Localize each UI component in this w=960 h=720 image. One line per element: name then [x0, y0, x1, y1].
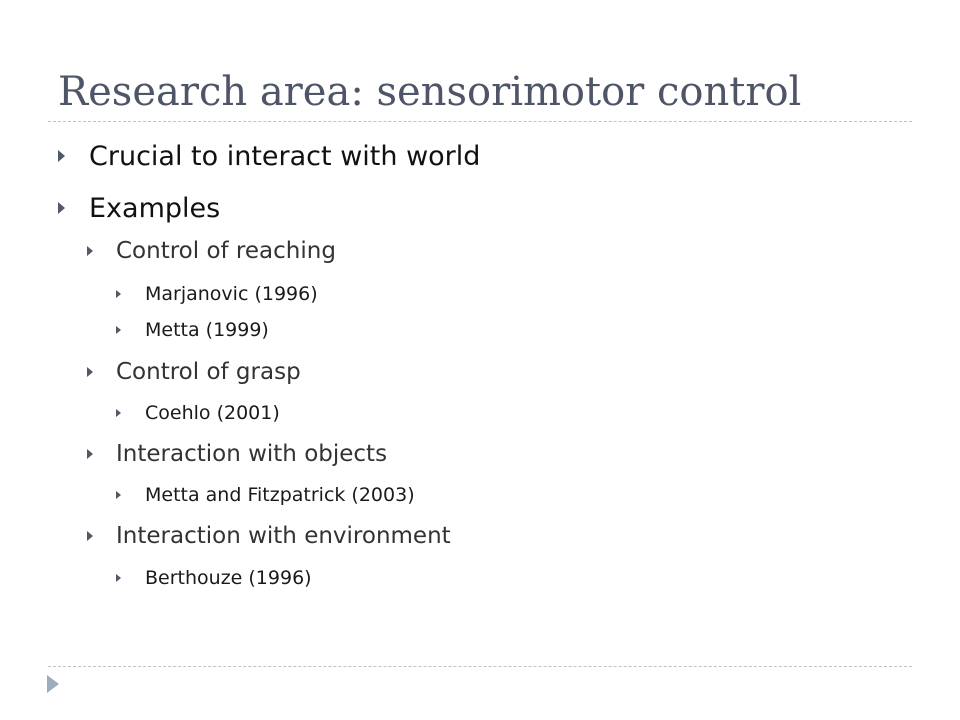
bullet-item — [58, 136, 480, 176]
slide-title: Research area: sensorimotor control — [58, 69, 802, 115]
footer-divider — [48, 666, 912, 667]
title-divider — [48, 121, 912, 122]
bullet-text: Metta and Fitzpatrick (2003) — [145, 484, 415, 506]
bullet-item — [87, 437, 387, 471]
bullet-text: Crucial to interact with world — [89, 140, 481, 172]
bullet-text: Metta (1999) — [145, 319, 269, 341]
bullet-arrow-icon — [87, 449, 93, 459]
bullet-text: Coehlo (2001) — [145, 402, 280, 424]
bullet-text: Interaction with environment — [116, 523, 451, 549]
bullet-item — [87, 355, 301, 389]
bullet-arrow-icon — [116, 290, 121, 298]
bullet-item — [116, 315, 269, 345]
bullet-arrow-icon — [58, 150, 65, 162]
bullet-arrow-icon — [87, 531, 93, 541]
bullet-item — [116, 563, 312, 593]
bullet-arrow-icon — [58, 202, 65, 214]
bullet-arrow-icon — [116, 409, 121, 417]
bullet-item — [116, 279, 318, 309]
bullet-item — [87, 519, 451, 553]
bullet-arrow-icon — [87, 367, 93, 377]
bullet-item — [116, 398, 280, 428]
bullet-item — [87, 234, 336, 268]
bullet-arrow-icon — [116, 491, 121, 499]
bullet-text: Interaction with objects — [116, 441, 388, 467]
bullet-arrow-icon — [87, 246, 93, 256]
bullet-arrow-icon — [116, 574, 121, 582]
bullet-item — [58, 188, 220, 228]
bullet-arrow-icon — [116, 326, 121, 334]
footer-arrow-icon — [47, 675, 59, 693]
bullet-text: Control of grasp — [116, 359, 301, 385]
bullet-text: Examples — [89, 192, 221, 224]
bullet-item — [116, 480, 415, 510]
bullet-text: Marjanovic (1996) — [145, 283, 318, 305]
bullet-text: Berthouze (1996) — [145, 567, 312, 589]
bullet-text: Control of reaching — [116, 238, 336, 264]
